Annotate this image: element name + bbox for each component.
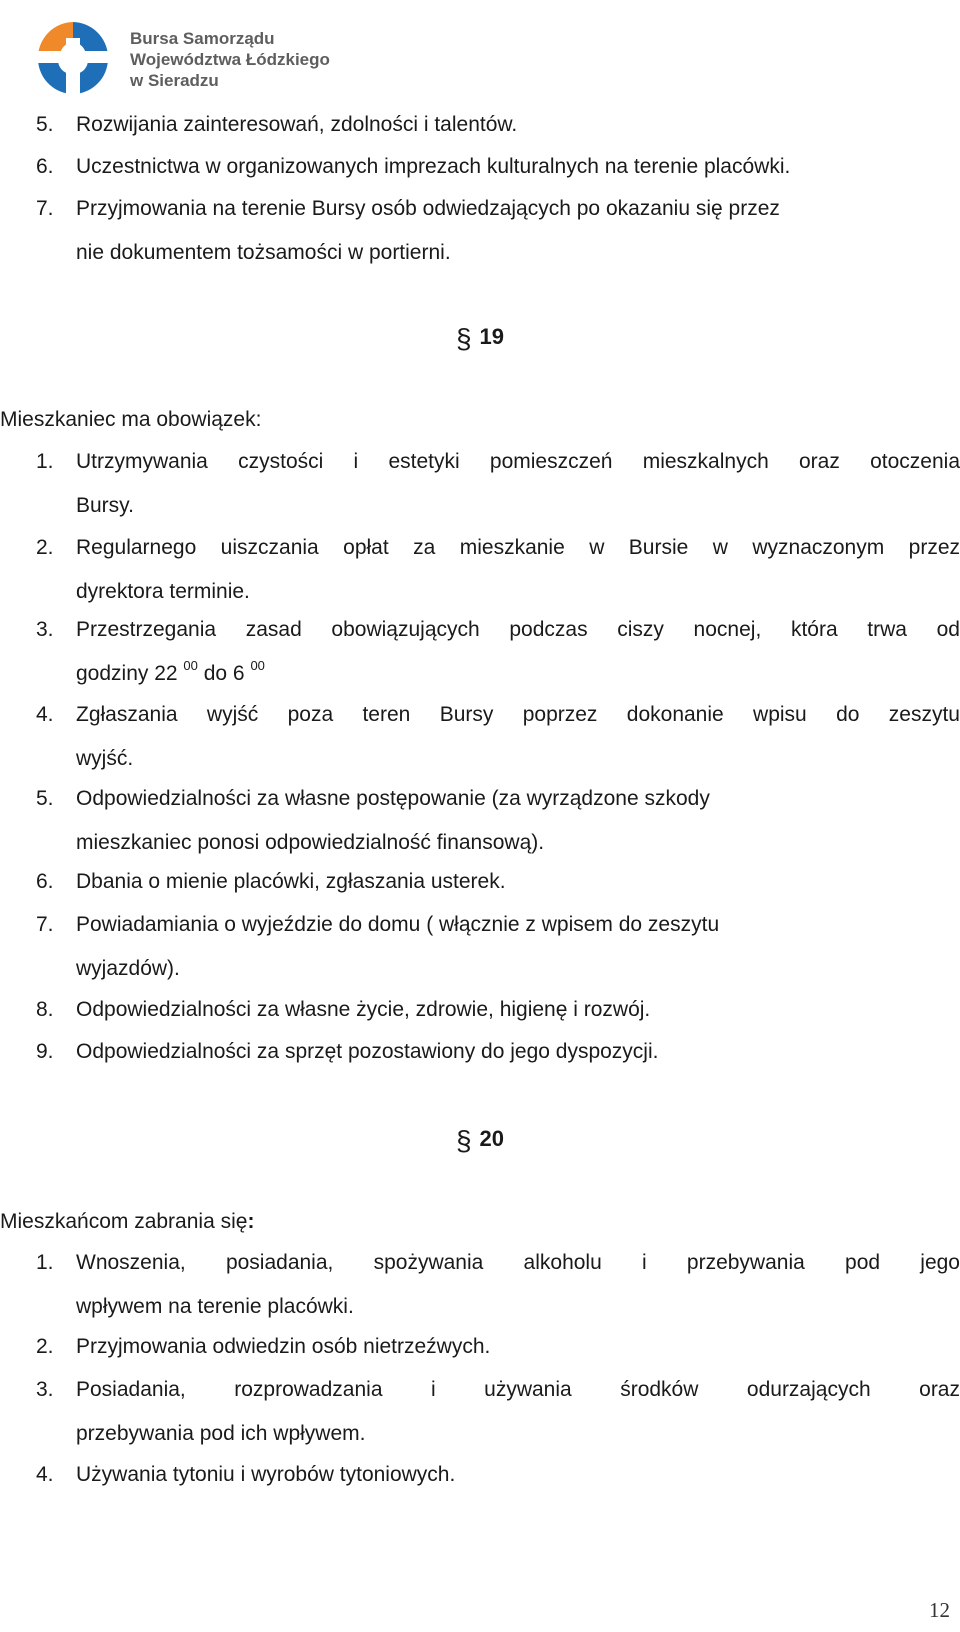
list-item-number: 4. <box>36 1463 54 1486</box>
list-item-text: Bursy. <box>76 494 134 517</box>
page-number: 12 <box>929 1598 950 1622</box>
list-item-number: 9. <box>36 1040 54 1063</box>
logo-line-1: Bursa Samorządu <box>130 29 275 48</box>
list-item-text: Posiadania, rozprowadzania i używania środków odurzających oraz <box>76 1378 960 1401</box>
list-item-text: nie dokumentem tożsamości w portierni. <box>76 241 451 264</box>
section-lead <box>0 1209 254 1235</box>
logo-line-3: w Sieradzu <box>130 71 219 90</box>
list-item-number: 4. <box>36 703 54 726</box>
logo-cross-icon <box>36 20 110 96</box>
list-item-text: Odpowiedzialności za sprzęt pozostawiony do jego dyspozycji. <box>76 1040 659 1063</box>
list-item-text: wyjść. <box>76 747 134 770</box>
list-item-text: Uczestnictwa w organizowanych imprezach kulturalnych na terenie placówki. <box>76 155 791 178</box>
list-item-text: wyjazdów). <box>76 957 180 980</box>
list-item-number: 1. <box>36 450 54 473</box>
list-item-text: Używania tytoniu i wyrobów tytoniowych. <box>76 1463 456 1486</box>
list-item-text: Przyjmowania na terenie Bursy osób odwiedzających po okazaniu się przez <box>76 197 780 220</box>
list-item-number: 5. <box>36 787 54 810</box>
list-item-number: 6. <box>36 155 54 178</box>
section-symbol: § <box>455 323 472 354</box>
list-item-number: 7. <box>36 197 54 220</box>
list-item-text: Regularnego uiszczania opłat za mieszkanie w Bursie w wyznaczonym przez <box>76 536 960 559</box>
section-number: 19 <box>479 324 505 349</box>
logo-wordmark <box>130 28 330 91</box>
section-lead: Mieszkaniec ma obowiązek: <box>0 408 262 431</box>
list-item-number: 2. <box>36 1335 54 1358</box>
hours-from-superscript: 00 <box>183 658 198 673</box>
section-heading <box>0 1124 960 1156</box>
hours-from-label: godziny 22 <box>76 662 178 685</box>
institution-logo <box>36 20 332 96</box>
hours-to-superscript: 00 <box>250 658 265 673</box>
list-item-text: Rozwijania zainteresowań, zdolności i talentów. <box>76 113 518 136</box>
list-item-number: 7. <box>36 913 54 936</box>
list-item-number: 3. <box>36 618 54 641</box>
list-item-text: Utrzymywania czystości i estetyki pomieszczeń mieszkalnych oraz otoczenia <box>76 450 960 473</box>
list-item-text: Wnoszenia, posiadania, spożywania alkoholu i przebywania pod jego <box>76 1251 960 1274</box>
section-lead-text: Mieszkańcom zabrania się <box>0 1210 248 1233</box>
list-item-text: dyrektora terminie. <box>76 580 250 603</box>
list-item-text: Przestrzegania zasad obowiązujących podczas ciszy nocnej, która trwa od <box>76 618 960 641</box>
logo-line-2: Województwa Łódzkiego <box>130 50 330 69</box>
hours-to-label: do 6 <box>203 662 245 685</box>
list-item-number: 8. <box>36 998 54 1021</box>
list-item-text: Odpowiedzialności za własne postępowanie (za wyrządzone szkody <box>76 787 710 810</box>
list-item-text: Dbania o mienie placówki, zgłaszania usterek. <box>76 870 506 893</box>
list-item-number: 5. <box>36 113 54 136</box>
section-symbol: § <box>455 1125 472 1156</box>
section-heading <box>0 322 960 354</box>
section-lead-colon: : <box>247 1210 255 1233</box>
list-item-text: przebywania pod ich wpływem. <box>76 1422 366 1445</box>
list-item-text-hours <box>76 658 960 687</box>
list-item-number: 6. <box>36 870 54 893</box>
list-item-text: Odpowiedzialności za własne życie, zdrowie, higienę i rozwój. <box>76 998 651 1021</box>
list-item-number: 1. <box>36 1251 54 1274</box>
list-item-text: Przyjmowania odwiedzin osób nietrzeźwych. <box>76 1335 491 1358</box>
list-item-text: Zgłaszania wyjść poza teren Bursy poprzez dokonanie wpisu do zeszytu <box>76 703 960 726</box>
list-item-number: 2. <box>36 536 54 559</box>
section-number: 20 <box>479 1126 505 1151</box>
list-item-text: mieszkaniec ponosi odpowiedzialność finansową). <box>76 831 545 854</box>
list-item-number: 3. <box>36 1378 54 1401</box>
list-item-text: wpływem na terenie placówki. <box>76 1295 354 1318</box>
list-item-text: Powiadamiania o wyjeździe do domu ( włącznie z wpisem do zeszytu <box>76 913 720 936</box>
